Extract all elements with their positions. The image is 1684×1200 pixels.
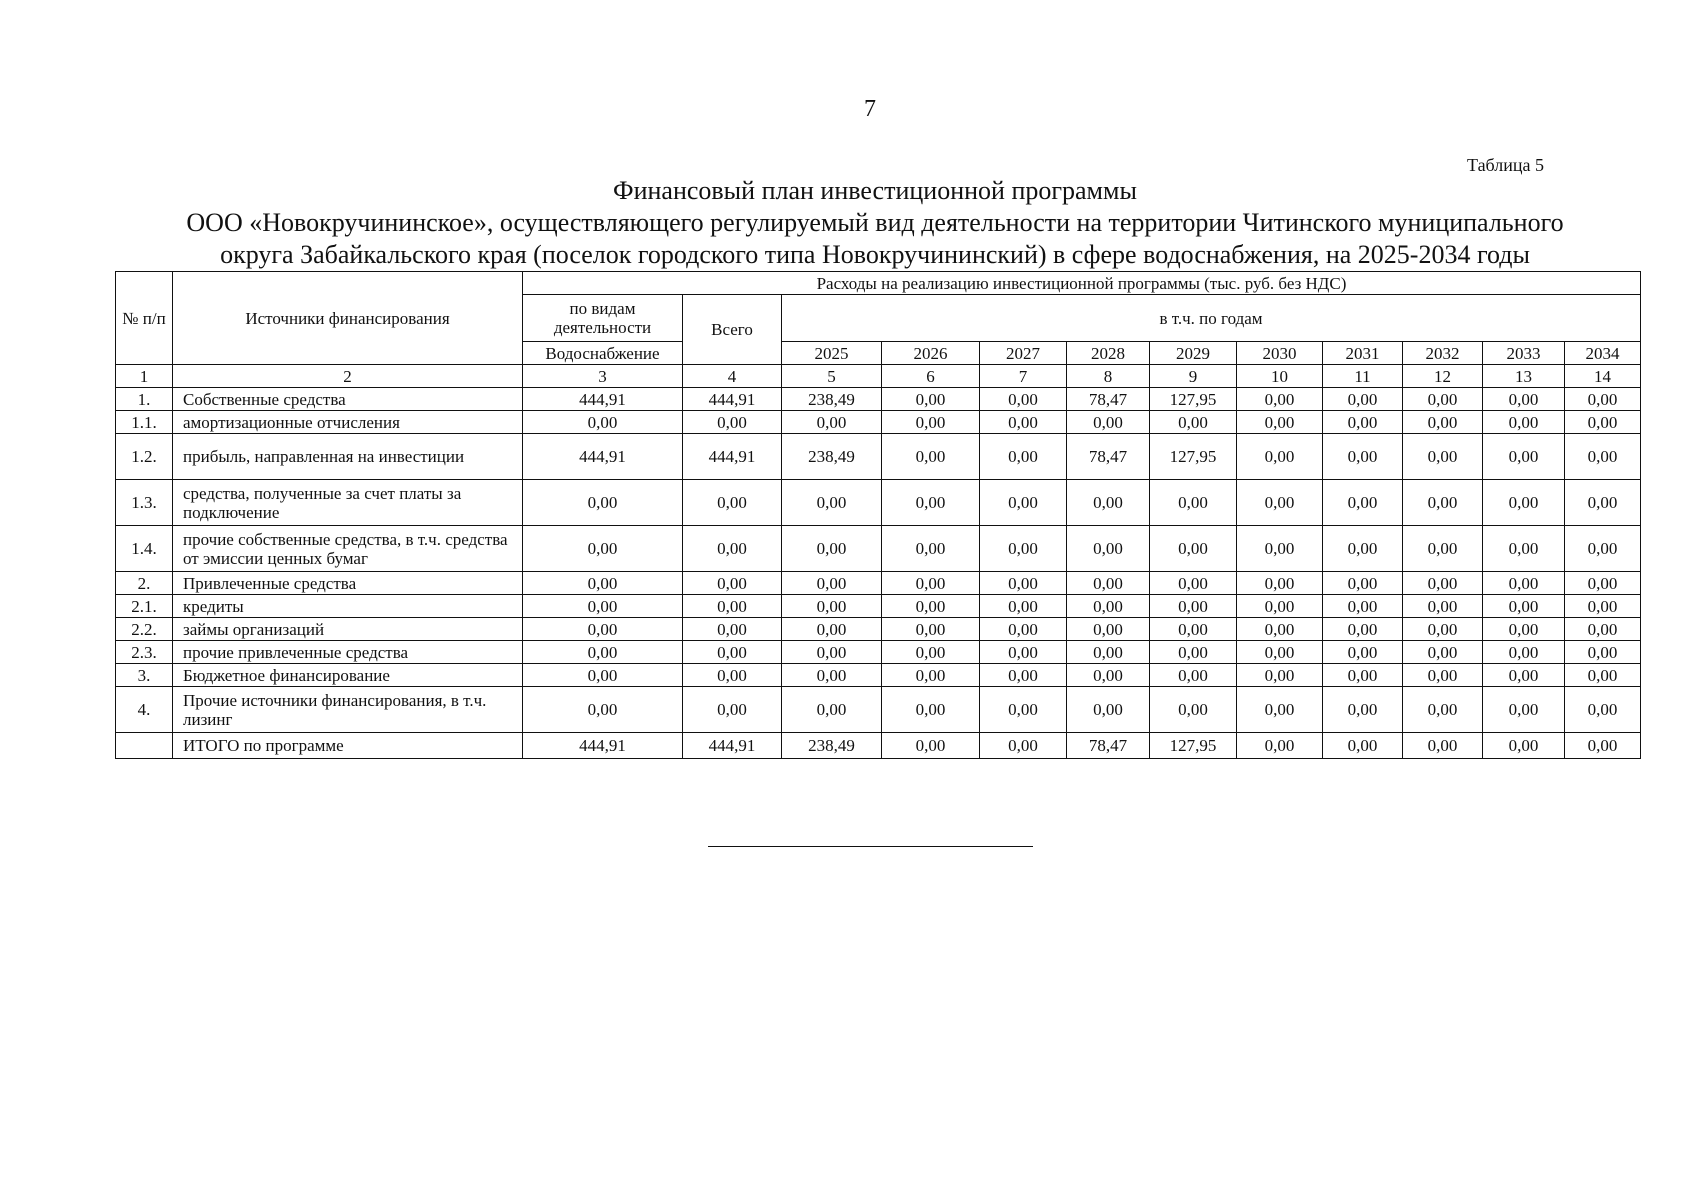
row-number: 3. <box>116 664 173 687</box>
row-value: 444,91 <box>683 733 782 759</box>
header-year: 2028 <box>1067 342 1150 365</box>
table-row <box>116 434 1641 480</box>
header-year: 2027 <box>980 342 1067 365</box>
row-value: 0,00 <box>1237 388 1323 411</box>
header-year: 2030 <box>1237 342 1323 365</box>
row-value: 0,00 <box>1403 595 1483 618</box>
row-value: 0,00 <box>1565 664 1641 687</box>
row-value: 238,49 <box>782 388 882 411</box>
row-number: 1.2. <box>116 434 173 480</box>
row-value: 127,95 <box>1150 434 1237 480</box>
row-value: 0,00 <box>882 480 980 526</box>
column-number: 8 <box>1067 365 1150 388</box>
row-source: займы организаций <box>173 618 523 641</box>
row-value: 0,00 <box>882 641 980 664</box>
table-row <box>116 618 1641 641</box>
row-value: 0,00 <box>1067 664 1150 687</box>
header-total: Всего <box>683 295 782 365</box>
financial-plan-table <box>115 271 1641 759</box>
row-value: 0,00 <box>1403 733 1483 759</box>
column-numbers-row <box>116 365 1641 388</box>
row-value: 0,00 <box>980 526 1067 572</box>
row-value: 0,00 <box>882 618 980 641</box>
row-value: 0,00 <box>1237 687 1323 733</box>
row-value: 0,00 <box>1565 618 1641 641</box>
row-source: Бюджетное финансирование <box>173 664 523 687</box>
row-value: 127,95 <box>1150 733 1237 759</box>
row-source: ИТОГО по программе <box>173 733 523 759</box>
row-value: 0,00 <box>1150 572 1237 595</box>
row-value: 0,00 <box>980 388 1067 411</box>
row-value: 0,00 <box>1237 664 1323 687</box>
row-value: 0,00 <box>980 411 1067 434</box>
row-value: 0,00 <box>1067 641 1150 664</box>
column-number: 12 <box>1403 365 1483 388</box>
header-year: 2029 <box>1150 342 1237 365</box>
row-value: 0,00 <box>1483 388 1565 411</box>
row-source: Привлеченные средства <box>173 572 523 595</box>
row-value: 0,00 <box>882 526 980 572</box>
table-row <box>116 733 1641 759</box>
row-value: 0,00 <box>1403 572 1483 595</box>
row-value: 0,00 <box>523 641 683 664</box>
row-value: 0,00 <box>1323 664 1403 687</box>
table-row <box>116 664 1641 687</box>
row-value: 0,00 <box>1323 595 1403 618</box>
row-value: 0,00 <box>1565 411 1641 434</box>
header-by-years: в т.ч. по годам <box>782 295 1641 342</box>
row-value: 0,00 <box>782 641 882 664</box>
row-value: 0,00 <box>1067 687 1150 733</box>
row-value: 0,00 <box>683 572 782 595</box>
row-value: 0,00 <box>1565 480 1641 526</box>
row-value: 0,00 <box>882 595 980 618</box>
row-value: 0,00 <box>1403 618 1483 641</box>
header-activity-name: Водоснабжение <box>523 342 683 365</box>
column-number: 10 <box>1237 365 1323 388</box>
row-value: 0,00 <box>1403 388 1483 411</box>
row-number: 1.4. <box>116 526 173 572</box>
row-value: 0,00 <box>1323 733 1403 759</box>
table-row <box>116 687 1641 733</box>
row-value: 0,00 <box>1323 434 1403 480</box>
row-value: 0,00 <box>1150 595 1237 618</box>
row-value: 0,00 <box>882 664 980 687</box>
row-value: 0,00 <box>1483 595 1565 618</box>
table-row <box>116 526 1641 572</box>
title-line-2: ООО «Новокручининское», осуществляющего регулируемый вид деятельности на территории Читинского муниципального <box>186 208 1564 237</box>
row-value: 127,95 <box>1150 388 1237 411</box>
row-value: 0,00 <box>782 480 882 526</box>
row-value: 0,00 <box>1483 687 1565 733</box>
column-number: 6 <box>882 365 980 388</box>
header-num: № п/п <box>116 272 173 365</box>
row-number: 2. <box>116 572 173 595</box>
table-label: Таблица 5 <box>1467 155 1544 175</box>
row-value: 0,00 <box>1403 434 1483 480</box>
row-value: 0,00 <box>782 526 882 572</box>
column-number: 2 <box>173 365 523 388</box>
row-value: 0,00 <box>1403 687 1483 733</box>
header-year: 2031 <box>1323 342 1403 365</box>
row-value: 0,00 <box>1237 641 1323 664</box>
row-value: 0,00 <box>1483 480 1565 526</box>
row-value: 0,00 <box>980 618 1067 641</box>
row-value: 0,00 <box>1565 687 1641 733</box>
header-year: 2025 <box>782 342 882 365</box>
header-year: 2032 <box>1403 342 1483 365</box>
row-value: 0,00 <box>1483 618 1565 641</box>
column-number: 7 <box>980 365 1067 388</box>
row-value: 0,00 <box>1150 480 1237 526</box>
row-value: 0,00 <box>1483 526 1565 572</box>
row-value: 0,00 <box>1237 411 1323 434</box>
row-value: 444,91 <box>523 733 683 759</box>
row-value: 0,00 <box>1150 411 1237 434</box>
row-value: 0,00 <box>523 572 683 595</box>
row-value: 0,00 <box>523 687 683 733</box>
row-value: 0,00 <box>1150 526 1237 572</box>
table-row <box>116 388 1641 411</box>
table-body <box>116 388 1641 759</box>
title-line-1: Финансовый план инвестиционной программы <box>613 176 1137 205</box>
row-value: 0,00 <box>683 526 782 572</box>
row-value: 444,91 <box>683 434 782 480</box>
row-value: 0,00 <box>1323 411 1403 434</box>
row-value: 0,00 <box>782 618 882 641</box>
row-value: 0,00 <box>523 618 683 641</box>
row-value: 0,00 <box>882 434 980 480</box>
row-value: 78,47 <box>1067 434 1150 480</box>
document-title <box>115 175 1635 271</box>
row-value: 0,00 <box>1067 480 1150 526</box>
column-number: 14 <box>1565 365 1641 388</box>
column-number: 13 <box>1483 365 1565 388</box>
row-value: 0,00 <box>1237 526 1323 572</box>
row-value: 0,00 <box>1237 572 1323 595</box>
row-value: 0,00 <box>1150 618 1237 641</box>
row-value: 0,00 <box>1067 595 1150 618</box>
row-value: 0,00 <box>683 664 782 687</box>
row-value: 0,00 <box>1565 641 1641 664</box>
row-value: 0,00 <box>1067 526 1150 572</box>
row-source: Собственные средства <box>173 388 523 411</box>
row-value: 0,00 <box>782 664 882 687</box>
row-value: 0,00 <box>1565 434 1641 480</box>
row-value: 0,00 <box>882 388 980 411</box>
row-number: 1. <box>116 388 173 411</box>
row-value: 0,00 <box>1237 480 1323 526</box>
row-value: 0,00 <box>980 434 1067 480</box>
row-number: 2.1. <box>116 595 173 618</box>
row-value: 0,00 <box>683 618 782 641</box>
row-value: 0,00 <box>1237 595 1323 618</box>
row-value: 0,00 <box>782 687 882 733</box>
row-value: 0,00 <box>1323 572 1403 595</box>
row-value: 0,00 <box>980 664 1067 687</box>
bottom-rule <box>708 846 1033 847</box>
column-number: 5 <box>782 365 882 388</box>
row-value: 0,00 <box>1483 641 1565 664</box>
row-source: прибыль, направленная на инвестиции <box>173 434 523 480</box>
header-expenses: Расходы на реализацию инвестиционной программы (тыс. руб. без НДС) <box>523 272 1641 295</box>
row-value: 238,49 <box>782 434 882 480</box>
row-value: 0,00 <box>980 733 1067 759</box>
row-number: 1.1. <box>116 411 173 434</box>
header-by-activity: по видам деятельности <box>523 295 683 342</box>
header-year: 2034 <box>1565 342 1641 365</box>
row-number: 2.2. <box>116 618 173 641</box>
row-value: 0,00 <box>1067 411 1150 434</box>
header-year: 2033 <box>1483 342 1565 365</box>
table-row <box>116 411 1641 434</box>
column-number: 4 <box>683 365 782 388</box>
table-row <box>116 595 1641 618</box>
row-value: 0,00 <box>1403 526 1483 572</box>
row-value: 0,00 <box>1483 572 1565 595</box>
column-number: 9 <box>1150 365 1237 388</box>
header-source: Источники финансирования <box>173 272 523 365</box>
title-line-3: округа Забайкальского края (поселок городского типа Новокручининский) в сфере водоснабжения, на 2025-2034 годы <box>220 240 1530 269</box>
row-source: средства, полученные за счет платы за подключение <box>173 480 523 526</box>
row-value: 0,00 <box>782 595 882 618</box>
row-value: 0,00 <box>1237 618 1323 641</box>
row-value: 0,00 <box>1483 733 1565 759</box>
column-number: 11 <box>1323 365 1403 388</box>
row-value: 0,00 <box>1150 641 1237 664</box>
row-number: 4. <box>116 687 173 733</box>
row-value: 0,00 <box>980 595 1067 618</box>
row-number: 1.3. <box>116 480 173 526</box>
row-source: прочие собственные средства, в т.ч. средства от эмиссии ценных бумаг <box>173 526 523 572</box>
row-source: Прочие источники финансирования, в т.ч. лизинг <box>173 687 523 733</box>
row-value: 0,00 <box>683 687 782 733</box>
row-value: 0,00 <box>683 480 782 526</box>
row-value: 0,00 <box>1565 572 1641 595</box>
row-value: 0,00 <box>882 411 980 434</box>
row-value: 0,00 <box>980 480 1067 526</box>
row-value: 0,00 <box>1483 664 1565 687</box>
row-value: 444,91 <box>523 434 683 480</box>
row-value: 0,00 <box>683 411 782 434</box>
row-value: 0,00 <box>1403 641 1483 664</box>
row-source: прочие привлеченные средства <box>173 641 523 664</box>
row-value: 238,49 <box>782 733 882 759</box>
row-value: 0,00 <box>980 572 1067 595</box>
row-value: 0,00 <box>782 572 882 595</box>
row-value: 0,00 <box>980 641 1067 664</box>
row-number: 2.3. <box>116 641 173 664</box>
row-value: 444,91 <box>683 388 782 411</box>
row-value: 0,00 <box>1565 526 1641 572</box>
row-value: 0,00 <box>523 411 683 434</box>
row-value: 0,00 <box>523 526 683 572</box>
row-value: 78,47 <box>1067 388 1150 411</box>
row-value: 0,00 <box>1067 618 1150 641</box>
row-source: амортизационные отчисления <box>173 411 523 434</box>
row-value: 0,00 <box>1483 411 1565 434</box>
row-value: 0,00 <box>1565 733 1641 759</box>
row-value: 0,00 <box>1323 480 1403 526</box>
row-value: 0,00 <box>1323 618 1403 641</box>
row-value: 78,47 <box>1067 733 1150 759</box>
row-value: 0,00 <box>1150 664 1237 687</box>
row-value: 0,00 <box>683 595 782 618</box>
page-number: 7 <box>864 96 876 122</box>
row-value: 0,00 <box>683 641 782 664</box>
row-value: 0,00 <box>1403 664 1483 687</box>
table-row <box>116 641 1641 664</box>
header-row-1 <box>116 272 1641 295</box>
table-row <box>116 572 1641 595</box>
row-value: 444,91 <box>523 388 683 411</box>
row-value: 0,00 <box>1565 388 1641 411</box>
header-year: 2026 <box>882 342 980 365</box>
row-value: 0,00 <box>882 733 980 759</box>
row-value: 0,00 <box>1403 411 1483 434</box>
row-value: 0,00 <box>1067 572 1150 595</box>
row-value: 0,00 <box>1323 641 1403 664</box>
row-value: 0,00 <box>882 572 980 595</box>
row-value: 0,00 <box>1237 733 1323 759</box>
row-value: 0,00 <box>980 687 1067 733</box>
row-value: 0,00 <box>523 664 683 687</box>
row-value: 0,00 <box>1565 595 1641 618</box>
row-value: 0,00 <box>1403 480 1483 526</box>
row-value: 0,00 <box>1483 434 1565 480</box>
row-value: 0,00 <box>1323 687 1403 733</box>
row-value: 0,00 <box>1323 526 1403 572</box>
row-value: 0,00 <box>782 411 882 434</box>
row-source: кредиты <box>173 595 523 618</box>
row-number <box>116 733 173 759</box>
row-value: 0,00 <box>1323 388 1403 411</box>
row-value: 0,00 <box>1150 687 1237 733</box>
table-row <box>116 480 1641 526</box>
row-value: 0,00 <box>523 595 683 618</box>
column-number: 3 <box>523 365 683 388</box>
row-value: 0,00 <box>523 480 683 526</box>
row-value: 0,00 <box>882 687 980 733</box>
column-number: 1 <box>116 365 173 388</box>
row-value: 0,00 <box>1237 434 1323 480</box>
